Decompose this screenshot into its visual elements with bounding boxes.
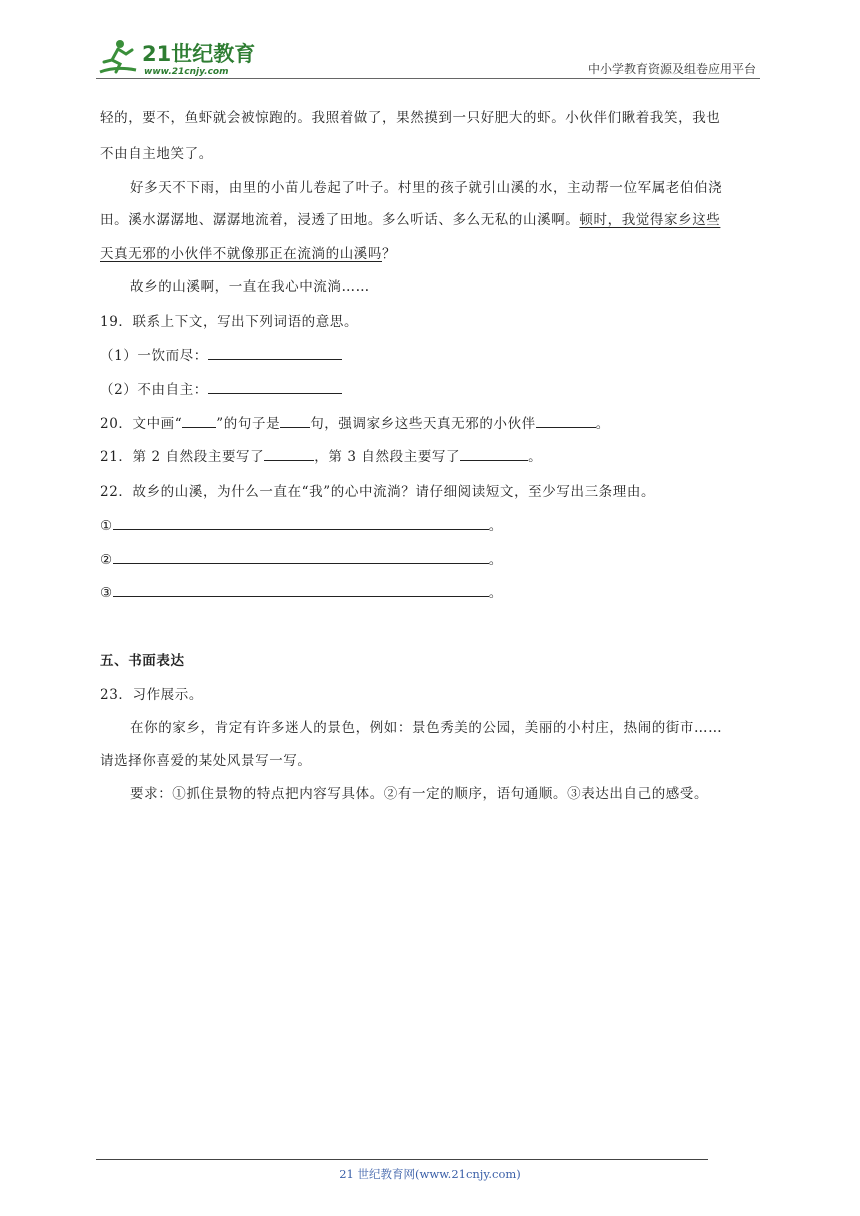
passage-p2-line2-text: 田。溪水潺潺地、潺潺地流着，浸透了田地。多么听话、多么无私的山溪啊。: [100, 212, 580, 228]
passage-p1-line1: 轻的，要不，鱼虾就会被惊跑的。我照着做了，果然摸到一只好肥大的虾。小伙伴们瞅着我笑，我也: [100, 110, 721, 126]
header-divider: [96, 78, 760, 79]
q19-1-answer-blank[interactable]: [208, 345, 342, 360]
q22-answer-line-1: [100, 514, 503, 534]
q19-2-label: （2）不由自主：: [100, 382, 208, 398]
question-20: [100, 412, 610, 432]
q21-para2-blank[interactable]: [264, 446, 314, 461]
runner-icon: [100, 40, 136, 72]
footer-divider: [96, 1159, 708, 1160]
site-logo: [96, 36, 266, 80]
q22-item-1-number: ①: [100, 518, 113, 534]
q20-answer-blank[interactable]: [536, 413, 596, 428]
page-header: [0, 0, 860, 82]
question-21: [100, 445, 542, 465]
q22-end-2: 。: [488, 552, 503, 568]
question-mark: ？: [382, 246, 397, 262]
q22-answer-line-2: [100, 548, 503, 568]
q21-para3-blank[interactable]: [460, 446, 528, 461]
q20-text-d: 。: [595, 416, 610, 432]
q19-1-label: （1）一饮而尽：: [100, 348, 208, 364]
passage-p2-line3: [100, 242, 396, 262]
underlined-sentence-part2: 天真无邪的小伙伴不就像那正在流淌的山溪吗: [100, 246, 382, 262]
q21-text-c: 。: [528, 449, 543, 465]
question-23: 23．习作展示。: [100, 687, 203, 703]
q23-prompt-line1: 在你的家乡，肯定有许多迷人的景色，例如：景色秀美的公园，美丽的小村庄，热闹的街市……: [130, 720, 723, 736]
q23-prompt-line2: 请选择你喜爱的某处风景写一写。: [100, 753, 312, 769]
q20-mark-blank[interactable]: [182, 413, 216, 428]
q20-text-b: ”的句子是: [216, 416, 281, 432]
q20-type-blank[interactable]: [280, 413, 310, 428]
q23-requirements: 要求：①抓住景物的特点把内容写具体。②有一定的顺序，语句通顺。③表达出自己的感受。: [130, 786, 709, 802]
q22-answer-blank-2[interactable]: [113, 549, 489, 564]
q22-answer-blank-1[interactable]: [113, 515, 489, 530]
footer-text: 21 世纪教育网(www.21cnjy.com): [339, 1167, 521, 1181]
logo-main-text: 21世纪教育: [142, 42, 256, 66]
q21-text-a: 21．第 2 自然段主要写了: [100, 449, 265, 465]
passage-p2-line1: 好多天不下雨，由里的小苗儿卷起了叶子。村里的孩子就引山溪的水，主动帮一位军属老伯伯浇: [130, 180, 723, 196]
q19-2-answer-blank[interactable]: [208, 379, 342, 394]
q22-end-1: 。: [488, 518, 503, 534]
q20-text-c: 句，强调家乡这些天真无邪的小伙伴: [310, 416, 536, 432]
q22-answer-blank-3[interactable]: [113, 582, 489, 597]
question-19: 19．联系上下文，写出下列词语的意思。: [100, 314, 359, 330]
logo-sub-text: www.21cnjy.com: [144, 67, 229, 77]
passage-p2-line2: [100, 208, 720, 228]
question-19-2: [100, 378, 342, 398]
question-19-1: [100, 344, 342, 364]
question-22: 22．故乡的山溪，为什么一直在“我”的心中流淌？请仔细阅读短文，至少写出三条理由。: [100, 484, 656, 500]
passage-p3: 故乡的山溪啊，一直在我心中流淌……: [130, 279, 370, 295]
header-platform-text: 中小学教育资源及组卷应用平台: [587, 62, 756, 76]
q21-text-b: ，第 3 自然段主要写了: [314, 449, 461, 465]
q22-end-3: 。: [488, 585, 503, 601]
section-5-title: 五、书面表达: [100, 653, 185, 669]
q22-answer-line-3: [100, 581, 503, 601]
underlined-sentence-part1: 顿时，我觉得家乡这些: [579, 212, 721, 228]
q20-text-a: 20．文中画“: [100, 416, 183, 432]
passage-p1-line2: 不由自主地笑了。: [100, 146, 213, 162]
q22-item-2-number: ②: [100, 552, 113, 568]
q22-item-3-number: ③: [100, 585, 113, 601]
